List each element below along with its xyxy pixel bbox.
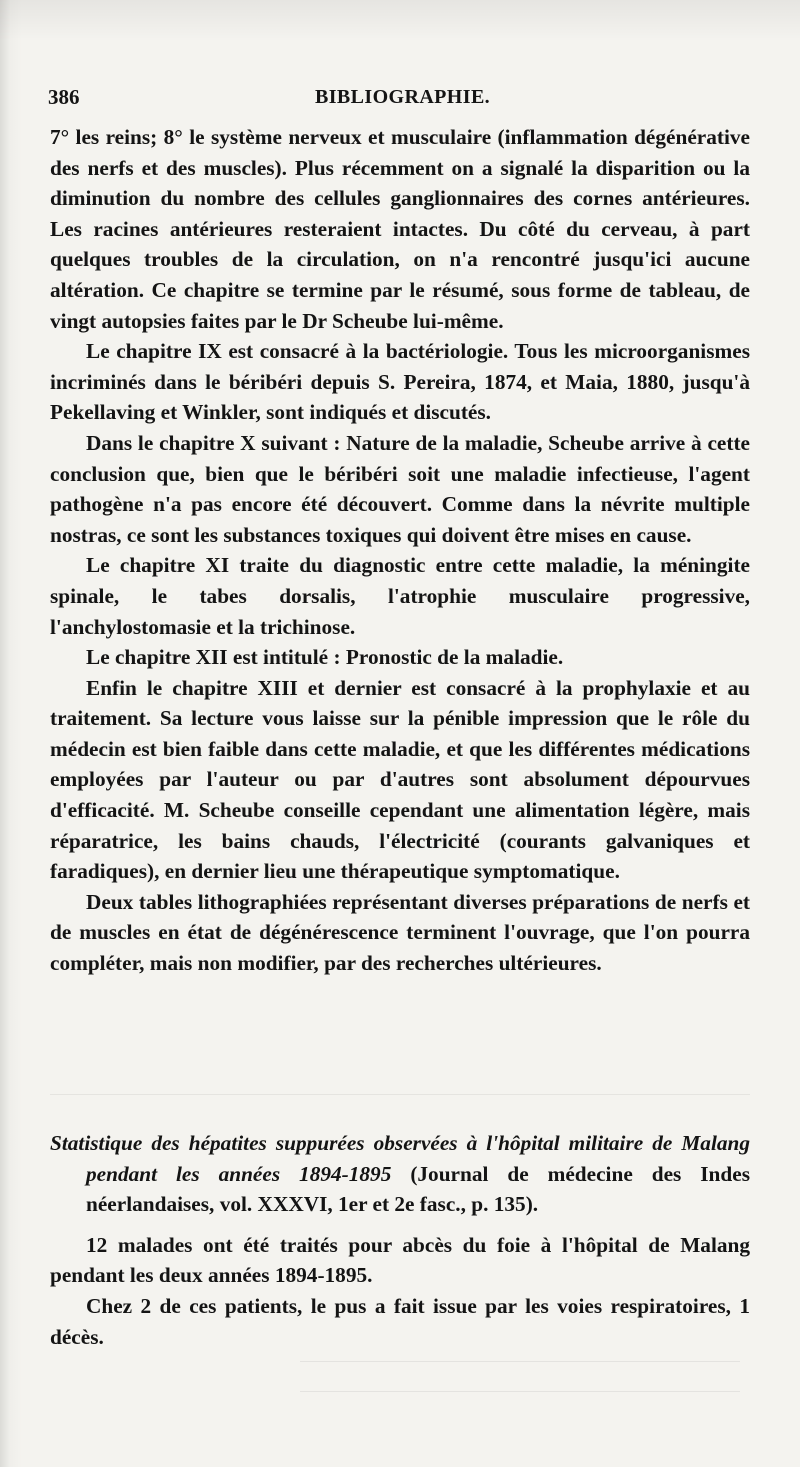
- bibliographic-citation: [50, 1128, 750, 1220]
- entry-body: [50, 1230, 750, 1352]
- paragraph-continuation: 7° les reins; 8° le système nerveux et musculaire (inflammation dégénérative des nerfs et des muscles). Plus récemment on a signalé la disparition ou la diminution du nombre des cellules ganglionnaires des cornes antérieures. Les racines antérieures resteraient intactes. Du côté du cerveau, à part quelques troubles de la circulation, on n'a rencontré jusqu'ici aucune altération. Ce chapitre se termine par le résumé, sous forme de tableau, de vingt autopsies faites par le Dr Scheube lui-même.: [50, 125, 750, 333]
- running-head: BIBLIOGRAPHIE.: [315, 86, 491, 108]
- section-divider: [50, 1094, 750, 1095]
- paragraph-chapter-ix: Le chapitre IX est consacré à la bactériologie. Tous les microorganismes incriminés dans le béribéri depuis S. Pereira, 1874, et Maia, 1880, jusqu'à Pekellaving et Winkler, sont indiqués et discutés.: [50, 339, 750, 425]
- page-header: [0, 82, 800, 112]
- paragraph-conclusion: Deux tables lithographiées représentant diverses préparations de nerfs et de muscles en état de dégénérescence terminent l'ouvrage, que l'on pourra compléter, mais non modifier, par des recherches ultérieures.: [50, 889, 750, 976]
- citation-title: Statistique des hépatites suppurées observées à l'hôpital militaire de Malang pendant les années 1894-1895: [50, 1131, 750, 1186]
- paragraph-chapter-xi: Le chapitre XI traite du diagnostic entre cette maladie, la méningite spinale, le tabes dorsalis, l'atrophie musculaire progressive, l'anchylostomasie et la trichinose.: [50, 553, 750, 639]
- entry-paragraph-2: Chez 2 de ces patients, le pus a fait issue par les voies respiratoires, 1 décès.: [50, 1293, 750, 1349]
- paragraph-chapter-xii: Le chapitre XII est intitulé : Pronostic de la maladie.: [86, 645, 564, 670]
- new-review-entry: [50, 1128, 750, 1352]
- page-number: 386: [48, 85, 80, 109]
- paragraph-chapter-xiii: Enfin le chapitre XIII et dernier est consacré à la prophylaxie et au traitement. Sa lecture vous laisse sur la pénible impression que le rôle du médecin est bien faible dans cette maladie, et que les différentes médications employées par l'auteur ou par d'autres sont absolument dépourvues d'efficacité. M. Scheube conseille cependant une alimentation légère, mais réparatrice, les bains chauds, l'électricité (courants galvaniques et faradiques), en dernier lieu une thérapeutique symptomatique.: [50, 675, 750, 884]
- citation-source: (Journal de médecine des Indes néerlandaises, vol. XXXVI, 1er et 2e fasc., p. 135).: [86, 1161, 750, 1217]
- review-body: [50, 122, 750, 979]
- show-through-texture: [300, 1350, 740, 1410]
- paragraph-chapter-x: Dans le chapitre X suivant : Nature de la maladie, Scheube arrive à cette conclusion que, bien que le béribéri soit une maladie infectieuse, l'agent pathogène n'a pas encore été découvert. Comme dans la névrite multiple nostras, ce sont les substances toxiques qui doivent être mises en cause.: [50, 430, 750, 547]
- entry-paragraph-1: 12 malades ont été traités pour abcès du foie à l'hôpital de Malang pendant les deux années 1894-1895.: [50, 1232, 750, 1288]
